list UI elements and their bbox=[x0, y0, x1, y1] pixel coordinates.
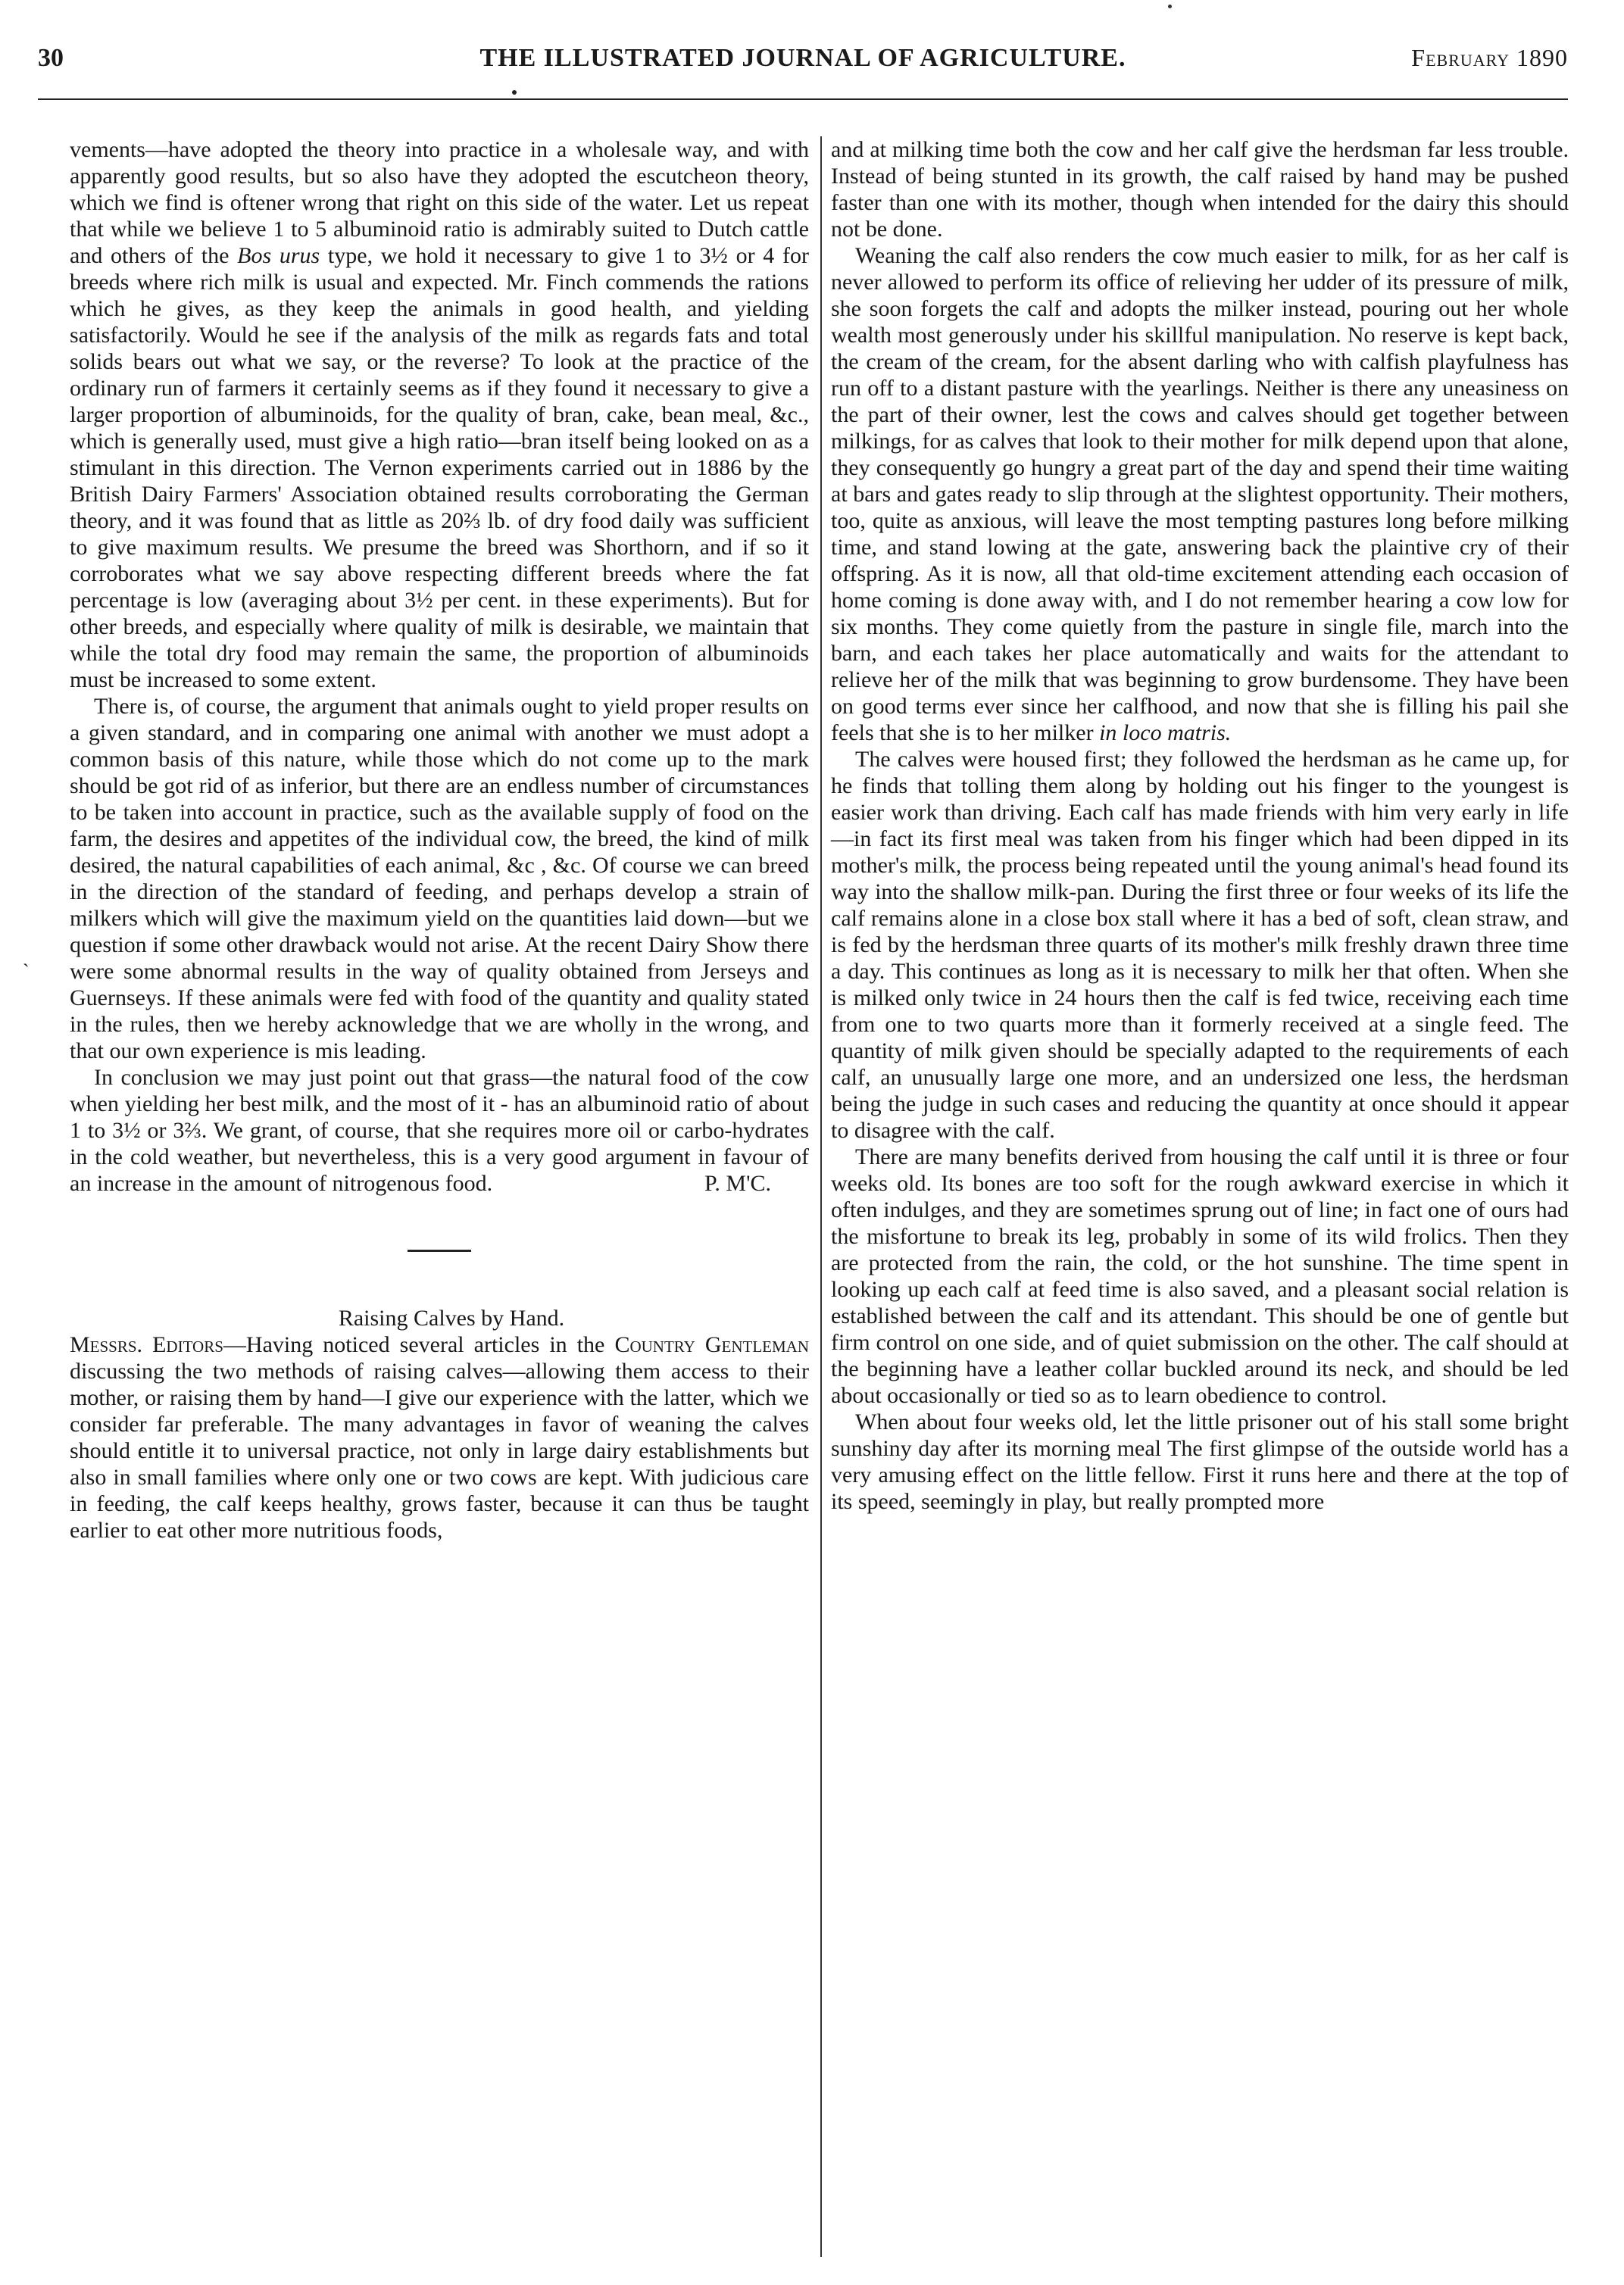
page-number: 30 bbox=[38, 44, 64, 72]
article1-paragraph-2: There is, of course, the argument that animals ought to yield proper results on a given standard, and in comparing one animal with another we must adopt a common basis of this nature, while those which do not come up to the mark should be got rid of as inferior, but there are an endless number of circumstances to be taken into account in practice, such as the available supply of food on the farm, the desires and appetites of the individual cow, the breed, the kind of milk desired, the natural capabilities of each animal, &c , &c. Of course we can breed in the direction of the standard of feeding, and perhaps develop a strain of milkers which will give the maximum yield on the quantities laid down—but we question if some other drawback would not arise. At the recent Dairy Show there were some abnormal results in the way of quality obtained from Jerseys and Guernseys. If these animals were fed with food of the quantity and quality stated in the rules, then we hereby acknowledge that we are wholly in the wrong, and that our own experience is mis leading. bbox=[70, 694, 809, 1063]
article1-paragraph-3 bbox=[70, 1064, 809, 1197]
issue-date: February 1890 bbox=[1411, 44, 1568, 71]
article1-p1-italic: Bos urus bbox=[237, 243, 320, 268]
section-divider bbox=[408, 1250, 471, 1252]
article2-p3-italic: in loco matris. bbox=[1099, 720, 1232, 745]
article1-signature: P. M'C. bbox=[704, 1171, 771, 1196]
article1-p3-text: In conclusion we may just point out that grass—the natural food of the cow when yielding her best milk, and the most of it - has an albuminoid ratio of about 1 to 3½ or 3⅔. We grant, of course, that she requires more oil or carbo-hydrates in the cold weather, but nevertheless, this is a very good argument in favour of an increase in the amount of nitrogenous food. bbox=[70, 1065, 809, 1196]
article2-p3-text: Weaning the calf also renders the cow much easier to milk, for as her calf is never allowed to perform its office of relieving her udder of its pressure of milk, she soon forgets the calf and adopts the milker instead, pouring out her whole wealth most generously under his skillful manipulation. No reserve is kept back, the cream of the cream, for the absent darling who with calfish playfulness has run off to a distant pasture with the yearlings. Neither is there any uneasiness on the part of their owner, lest the cows and calves should get together between milkings, for as calves that look to their mother for milk depend upon that alone, they consequently go hungry a great part of the day and spend their time waiting at bars and gates ready to slip through at the slightest opportunity. Their mothers, too, quite as anxious, will leave the most tempting pastures long before milking time, and stand lowing at the gate, answering back the plaintive cry of their offspring. As it is now, all that old-time excitement attending each occasion of home coming is done away with, and I do not remember hearing a cow low for six months. They come quietly from the pasture in single file, march into the barn, and each takes her place automatically and waits for the attendant to relieve her of the milk that was beginning to grow burdensome. They have been on good terms ever since her calfhood, and now that she is filling his pail she feels that she is to her milker bbox=[831, 243, 1569, 745]
print-speck bbox=[1168, 5, 1172, 8]
article1-p1-text: vements—have adopted the theory into practice in a wholesale way, and with apparently good results, but so also have they adopted the escutcheon theory, which we find is oftener wrong that right on this side of the water. Let us repeat that while we believe 1 to 5 albuminoid ratio is admirably suited to Dutch cattle and others of the bbox=[70, 137, 809, 268]
left-column bbox=[70, 136, 809, 1544]
article2-title: Raising Calves by Hand. bbox=[338, 1306, 565, 1331]
article2-paragraph-4: The calves were housed first; they followed the herdsman as he came up, for he finds that tolling them along by holding out his finger to the youngest is easier work than driving. Each calf has made friends with him very early in life—in fact its first meal was taken from his finger which had been dipped in its mother's milk, the process being repeated until the young animal's head found its way into the shallow milk-pan. During the first three or four weeks of its life the calf remains alone in a close box stall where it has a bed of soft, clean straw, and is fed by the herdsman three quarts of its mother's milk freshly drawn three time a day. This continues as long as it is necessary to milk her that often. When she is milked only twice in 24 hours then the calf is fed twice, receiving each time from one to two quarts more than it formerly received at a single feed. The quantity of milk given should be specially adapted to the requirements of each calf, an unusually large one more, and an undersized one less, the herdsman being the judge in such cases and reducing the quantity at once should it appear to disagree with the calf. bbox=[831, 747, 1569, 1143]
article2-paragraph-5: There are many benefits derived from housing the calf until it is three or four weeks old. Its bones are too soft for the rough awkward exercise in which it often indulges, and they are sometimes sprung out of line; in fact one of ours had the misfortune to break its leg, probably in some of its wild frolics. Then they are protected from the rain, the cold, or the hot sunshine. The time spent in looking up each calf at feed time is also saved, and a pleasant social relation is established between the calf and its attendant. This should be one of gentle but firm control on one side, and of quiet submission on the other. The calf should at the beginning have a leather collar buckled around its neck, and should be led about occasionally or tied so as to learn obedience to control. bbox=[831, 1144, 1569, 1408]
article1-paragraph-1 bbox=[70, 136, 809, 693]
header-ornament-dot bbox=[512, 90, 517, 95]
margin-mark: ˋ bbox=[23, 960, 30, 982]
article2-paragraph-1 bbox=[70, 1331, 809, 1544]
header-rule bbox=[38, 98, 1568, 100]
journal-title: THE ILLUSTRATED JOURNAL OF AGRICULTURE. bbox=[479, 44, 1126, 72]
article2-paragraph-2: and at milking time both the cow and her calf give the herdsman far less trouble. Instead of being stunted in its growth, the calf raised by hand may be pushed faster than one with its mother, though when intended for the dairy this should not be done. bbox=[831, 137, 1569, 242]
article2-source-name: Country Gentleman bbox=[614, 1332, 809, 1357]
article2-paragraph-3 bbox=[831, 242, 1569, 746]
column-divider bbox=[820, 136, 822, 2257]
article1-p1-continued: type, we hold it necessary to give 1 to 3½ or 4 for breeds where rich milk is usual and expected. Mr. Finch commends the rations which he gives, as they keep the animals in good health, and yielding satisfactorily. Would he see if the analysis of the milk as regards fats and total solids bears out what we say, or the reverse? To look at the practice of the ordinary run of farmers it certainly seems as if they found it necessary to give a larger proportion of albuminoids, for the quality of bran, cake, bean meal, &c., which is generally used, must give a high ratio—bran itself being looked on as a stimulant in this direction. The Vernon experiments carried out in 1886 by the British Dairy Farmers' Association obtained results corroborating the German theory, and it was found that as little as 20⅔ lb. of dry food daily was sufficient to give maximum results. We presume the breed was Shorthorn, and if so it corroborates what we say above respecting different breeds where the fat percentage is low (averaging about 3½ per cent. in these experiments). But for other breeds, and especially where quality of milk is desirable, we maintain that while the total dry food may remain the same, the proportion of albuminoids must be increased to some extent. bbox=[70, 243, 810, 692]
article2-salutation: Messrs. Editors bbox=[70, 1332, 223, 1357]
article2-p1-text-b: discussing the two methods of raising calves—allowing them access to their mother, or raising them by hand—I give our experience with the latter, which we consider far preferable. The many advantages in favor of weaning the calves should entitle it to universal practice, not only in large dairy establishments but also in small families where only one or two cows are kept. With judicious care in feeding, the calf keeps healthy, grows faster, because it can thus be taught earlier to eat other more nutritious foods, bbox=[70, 1359, 809, 1543]
right-column bbox=[831, 136, 1569, 1515]
page-header bbox=[38, 44, 1568, 82]
article2-paragraph-6: When about four weeks old, let the little prisoner out of his stall some bright sunshiny day after its morning meal The first glimpse of the outside world has a very amusing effect on the little fellow. First it runs here and there at the top of its speed, seemingly in play, but really prompted more bbox=[831, 1409, 1569, 1514]
article2-p1-text-a: —Having noticed several articles in the bbox=[223, 1332, 605, 1357]
